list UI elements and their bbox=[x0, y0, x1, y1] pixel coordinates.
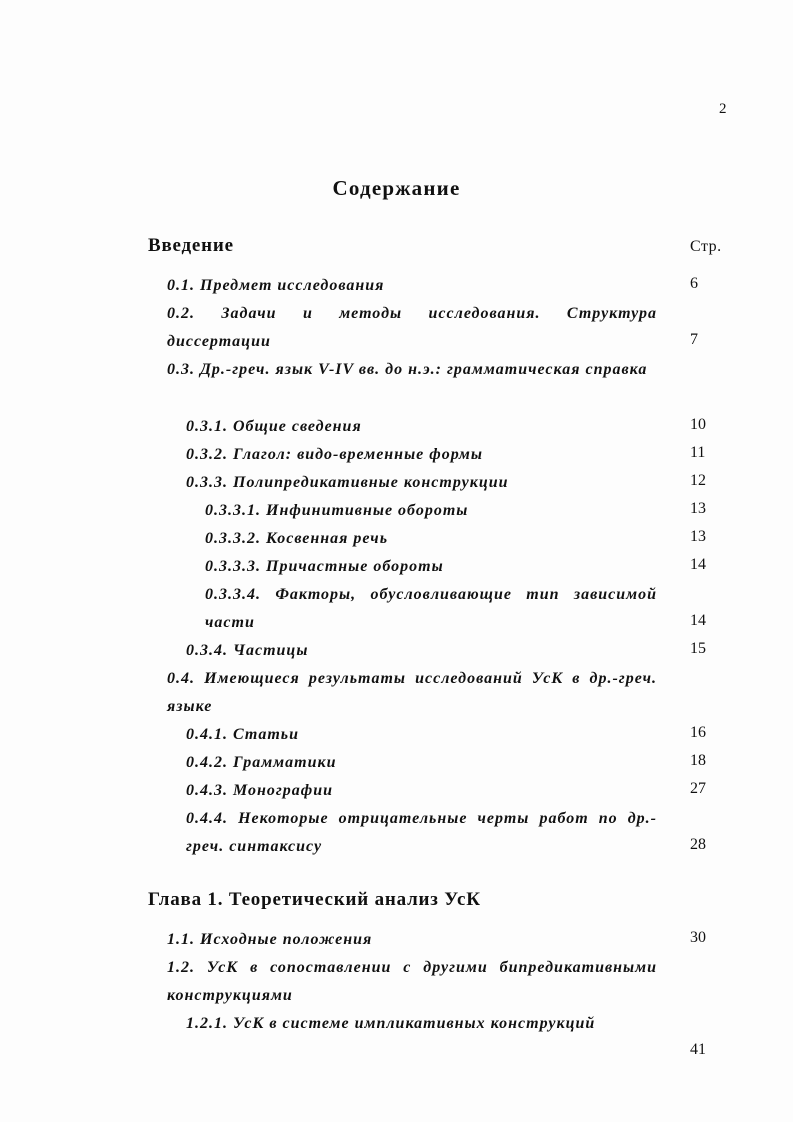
page-number: 2 bbox=[719, 101, 727, 117]
toc-page-number: 30 bbox=[690, 929, 706, 946]
toc-entry: 0.3.3.3. Причастные обороты bbox=[205, 558, 444, 575]
toc-entry: 1.2. УсК в сопоставлении с другими бипредикативными конструкциями bbox=[167, 959, 657, 1004]
toc-page-number: 14 bbox=[690, 556, 706, 573]
toc-page-number: 12 bbox=[690, 472, 706, 489]
toc-entry: 0.3.2. Глагол: видо-временные формы bbox=[186, 446, 483, 463]
page-column-header: Стр. bbox=[690, 238, 722, 255]
toc-page-number: 16 bbox=[690, 724, 706, 741]
toc-page-number: 41 bbox=[690, 1041, 706, 1058]
toc-entry: 0.4. Имеющиеся результаты исследований УсК в др.-греч. языке bbox=[167, 670, 657, 715]
toc-entry: 0.4.1. Статьи bbox=[186, 726, 299, 743]
toc-entry: 0.3.3.1. Инфинитивные обороты bbox=[205, 502, 469, 519]
toc-page-number: 18 bbox=[690, 752, 706, 769]
toc-entry: 0.3. Др.-греч. язык V-IV вв. до н.э.: грамматическая справка bbox=[167, 361, 648, 378]
toc-page-number: 28 bbox=[690, 836, 706, 853]
toc-page-number: 13 bbox=[690, 500, 706, 517]
toc-entry: 0.3.3.4. Факторы, обусловливающие тип зависимой части bbox=[205, 586, 657, 631]
toc-entry: 1.2.1. УсК в системе импликативных конструкций bbox=[186, 1015, 596, 1032]
toc-page-number: 14 bbox=[690, 612, 706, 629]
toc-entry: 0.4.4. Некоторые отрицательные черты работ по др.-греч. синтаксису bbox=[186, 810, 657, 855]
toc-entry: 0.4.3. Монографии bbox=[186, 782, 334, 799]
toc-entry: 0.3.3. Полипредикативные конструкции bbox=[186, 474, 509, 491]
toc-entry: 0.1. Предмет исследования bbox=[167, 277, 385, 294]
section-heading-introduction: Введение bbox=[148, 235, 234, 256]
toc-page-number: 13 bbox=[690, 528, 706, 545]
toc-entry: 0.2. Задачи и методы исследования. Структура диссертации bbox=[167, 305, 657, 350]
toc-page-number: 7 bbox=[690, 331, 698, 348]
toc-entry: 0.4.2. Грамматики bbox=[186, 754, 337, 771]
toc-entry: 1.1. Исходные положения bbox=[167, 931, 373, 948]
toc-page-number: 15 bbox=[690, 640, 706, 657]
toc-entry: 0.3.1. Общие сведения bbox=[186, 418, 362, 435]
section-heading-chapter-1: Глава 1. Теоретический анализ УсК bbox=[148, 889, 481, 910]
page-title: Содержание bbox=[332, 176, 461, 200]
toc-entry: 0.3.3.2. Косвенная речь bbox=[205, 530, 389, 547]
toc-page-number: 6 bbox=[690, 275, 698, 292]
toc-page-number: 27 bbox=[690, 780, 706, 797]
toc-page-number: 11 bbox=[690, 444, 706, 461]
toc-page-number: 10 bbox=[690, 416, 706, 433]
toc-entry: 0.3.4. Частицы bbox=[186, 642, 309, 659]
